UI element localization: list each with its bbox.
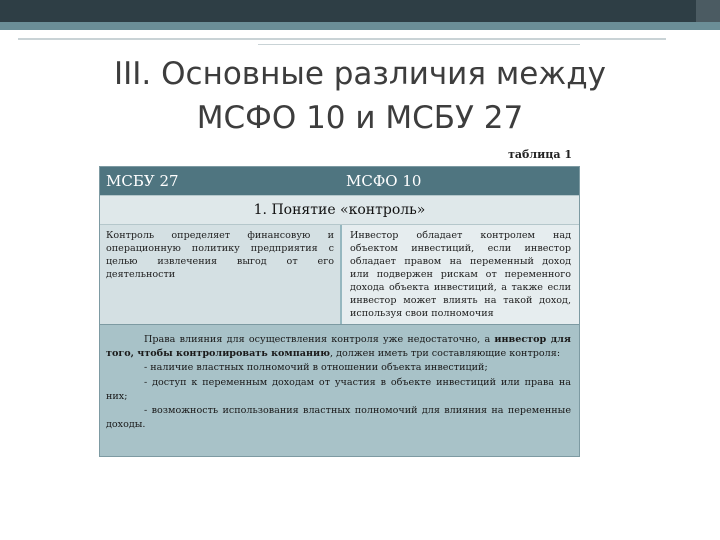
slide-title [80,52,640,140]
note-paragraph [106,333,571,361]
note-item-2: - доступ к переменным доходам от участия в объекте инвестиций или права на них; [106,376,571,402]
section-title: 1. Понятие «контроль» [100,195,579,225]
definition-row [100,225,579,324]
table-caption: таблица 1 [508,148,572,161]
top-accent-strip [0,22,720,30]
comparison-table [99,166,580,457]
msfo10-definition: Инвестор обладает контролем над объектом инвестиций, если инвестор обладает правом на переменный доход или подвержен рискам от переменного дохода объекта инвестиций, а также если инвестор может влиять на такой доход, используя свои полномочия [342,225,579,324]
control-note [100,324,579,456]
slide-title-line1: III. Основные различия между [113,56,606,92]
note-item-1: - наличие властных полномочий в отношении объекта инвестиций; [144,362,488,374]
slide-title-line2: МСФО 10 и МСБУ 27 [196,100,524,136]
note-after-bold: , должен иметь три составляющие контроля: [329,348,561,360]
divider-line-short [258,44,580,45]
note-intro: Права влияния для осуществления контроля уже недостаточно, а [144,334,491,345]
top-bar [0,0,720,22]
header-msfo10: МСФО 10 [346,172,422,190]
table-header-row [100,167,579,195]
msbu27-definition: Контроль определяет финансовую и операционную политику предприятия с целью извлечения выгод от его деятельности [100,225,340,324]
note-bold: инвестор для того, чтобы контролировать компанию [106,334,571,360]
divider-line [18,38,666,40]
header-msbu27: МСБУ 27 [106,172,179,190]
note-item-3: - возможность использования властных полномочий для влияния на переменные доходы. [106,405,571,431]
top-bar-accent [696,0,720,22]
